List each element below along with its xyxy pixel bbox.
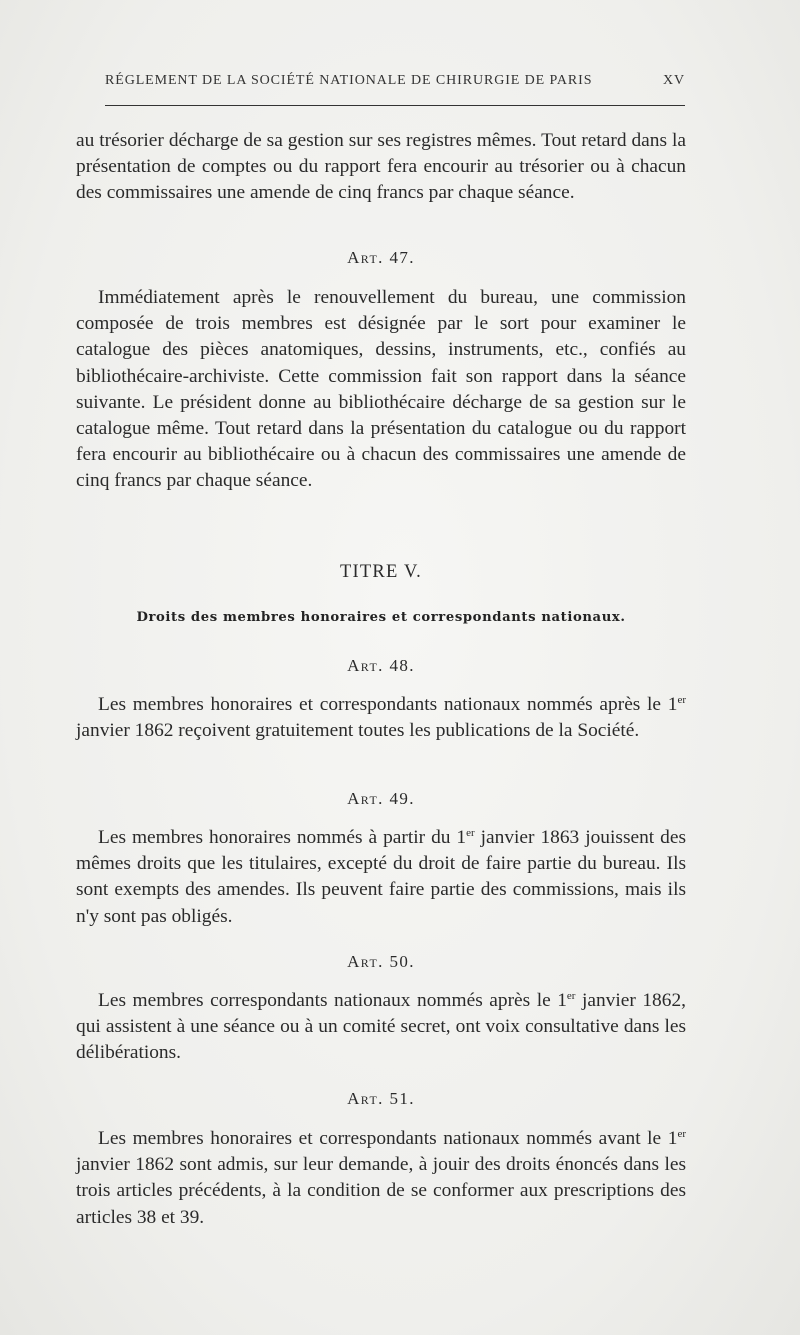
article-49-text	[76, 825, 686, 930]
section-subtitle: Droits des membres honoraires et correspondants nationaux.	[136, 610, 626, 625]
article-47-text: Immédiatement après le renouvellement du bureau, une commission composée de trois membres est désignée par le sort pour examiner le catalogue des pièces anatomiques, dessins, instruments, etc., confiés au bibliothécaire-archiviste. Cette commission fait son rapport dans la séance suivante. Le président donne au bibliothécaire décharge de sa gestion sur le catalogue même. Tout retard dans la présentation du catalogue ou du rapport fera encourir au bibliothécaire ou à chacun des commissaires une amende de cinq francs par chaque séance.	[76, 287, 686, 492]
ordinal-superscript: er	[677, 694, 686, 706]
page-number: XV	[662, 73, 685, 88]
article-50-label: Art. 50.	[347, 952, 415, 971]
ordinal-superscript: er	[466, 827, 475, 839]
article-48-text	[76, 692, 686, 744]
article-48-label: Art. 48.	[347, 656, 415, 675]
article-51-text	[76, 1126, 686, 1231]
article-48-heading	[76, 656, 686, 676]
section-title: TITRE V.	[340, 562, 422, 582]
ordinal-superscript: er	[677, 1128, 686, 1140]
article-49-text-end: janvier 1863 jouissent des mêmes droits que les titulaires, excepté du droit de faire partie du bureau. Ils sont exempts des amendes. Ils peuvent faire partie des commissions, mais ils n'y sont pas obligés.	[76, 827, 686, 927]
running-head	[105, 73, 685, 89]
article-48-text-end: janvier 1862 reçoivent gratuitement toutes les publications de la Société.	[76, 720, 640, 742]
paragraph-continuation: au trésorier décharge de sa gestion sur ses registres mêmes. Tout retard dans la présentation de comptes ou du rapport fera encourir au trésorier ou à chacun des commissaires une amende de cinq francs par chaque séance.	[76, 130, 686, 204]
running-title: RÉGLEMENT DE LA SOCIÉTÉ NATIONALE DE CHIRURGIE DE PARIS	[105, 73, 593, 88]
article-51-text-start: Les membres honoraires et correspondants nationaux nommés avant le 1	[98, 1128, 678, 1149]
article-51-label: Art. 51.	[347, 1089, 415, 1108]
article-47-label: Art. 47.	[347, 248, 415, 267]
ordinal-superscript: er	[566, 990, 576, 1002]
article-49-label: Art. 49.	[347, 789, 415, 808]
article-49-text-start: Les membres honoraires nommés à partir du 1	[98, 827, 467, 848]
article-51-text-end: janvier 1862 sont admis, sur leur demande, à jouir des droits énoncés dans les trois articles précédents, à la condition de se conformer aux prescriptions des articles 38 et 39.	[76, 1154, 686, 1228]
header-rule	[105, 105, 685, 106]
article-50-text	[76, 988, 686, 1067]
article-51-heading	[76, 1089, 686, 1109]
article-47-heading	[76, 248, 686, 268]
article-50-heading	[76, 952, 686, 972]
article-50-text-end: janvier 1862, qui assistent à une séance ou à un comité secret, ont voix consultative dans les délibérations.	[76, 990, 686, 1064]
article-49-heading	[76, 789, 686, 809]
article-48-text-start: Les membres honoraires et correspondants nationaux nommés après le 1	[98, 694, 678, 715]
article-50-text-start: Les membres correspondants nationaux nommés après le 1	[98, 990, 567, 1011]
